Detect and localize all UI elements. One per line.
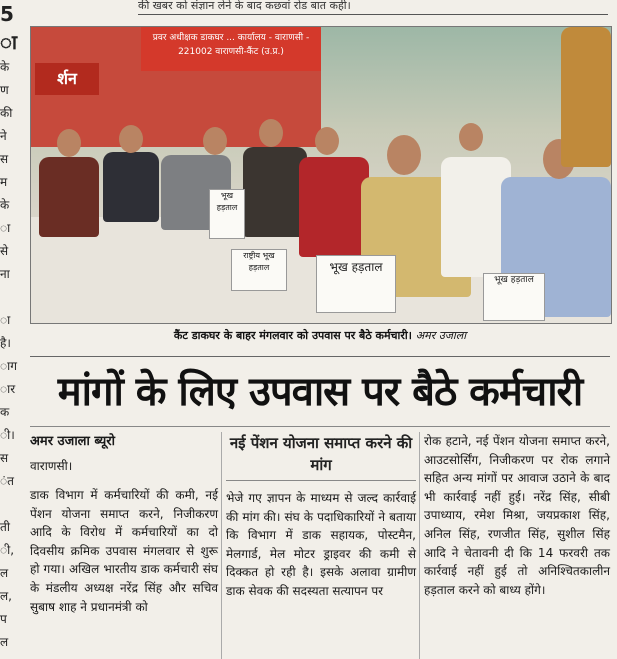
fragment-text: ी, <box>0 543 15 557</box>
fragment-text: ण <box>0 83 9 97</box>
fragment-text: ने <box>0 129 7 143</box>
dateline-place: वाराणसी। <box>30 459 73 473</box>
fragment-text: म <box>0 175 8 189</box>
fragment-text: ल, <box>0 589 12 603</box>
fragment-text: ी। <box>0 428 15 442</box>
photo-person-head <box>259 119 283 147</box>
photo-person <box>103 152 159 222</box>
headline: मांगों के लिए उपवास पर बैठे कर्मचारी <box>57 369 583 415</box>
article-column-3 <box>424 432 610 599</box>
fragment-text: के <box>0 198 10 212</box>
subheading: नई पेंशन योजना समाप्त करने की मांग <box>226 432 416 481</box>
fragment-text: क <box>0 405 10 419</box>
photo-person <box>39 157 99 237</box>
fragment-text: है। <box>0 336 11 350</box>
column-separator <box>419 432 420 659</box>
hunger-strike-placard: राष्ट्रीय भूख हड़ताल <box>231 249 287 291</box>
column-separator <box>221 432 222 659</box>
photo-person-head <box>459 123 483 151</box>
fragment-text: 5 <box>0 2 14 26</box>
photo-person-head <box>387 135 421 175</box>
fragment-text: ाग <box>0 359 17 373</box>
photo-person <box>299 157 369 257</box>
article-paragraph: भेजे गए ज्ञापन के माध्यम से जल्द कार्रवाई की मांग की। संघ के पदाधिकारियों ने बताया कि विभाग में डाक सहायक, पोस्टमैन, मेलगार्ड, मेल मोटर ड्राइवर की कमी से दिक्कत हो रही है। इसके अलावा ग्रामीण डाक सेवक की सदस्यता सत्यापन पर <box>226 491 416 598</box>
fragment-text: ा <box>0 313 11 327</box>
fragment-text: स <box>0 152 9 166</box>
previous-article-strip: की खबर को संज्ञान लेने के बाद कछवां रोड बात कही। <box>138 0 608 15</box>
hunger-strike-placard: भूख हड़ताल <box>209 189 245 239</box>
photo-caption <box>30 326 610 346</box>
photo-banner-sign: र्शन <box>35 63 99 95</box>
hunger-strike-placard: भूख हड़ताल <box>316 255 396 313</box>
divider <box>30 426 610 427</box>
fragment-text: स <box>0 451 9 465</box>
fragment-text <box>0 286 22 309</box>
fragment-text: ा <box>0 221 11 235</box>
photo-person <box>561 27 611 167</box>
fragment-text: से <box>0 244 9 258</box>
article-paragraph: डाक विभाग में कर्मचारियों की कमी, नई पेंशन योजना समाप्त करने, निजीकरण आदि के विरोध में कर्मचारियों का दो दिवसीय क्रमिक उपवास मंगलवार से शुरू हो गया। अखिल भारतीय डाक कर्मचारी संघ के मंडलीय अध्यक्ष नरेंद्र सिंह और सचिव सुबाष शाह ने प्रधानमंत्री को <box>30 488 218 614</box>
article-paragraph: रोक हटाने, नई पेंशन योजना समाप्त करने, आउटसोर्सिंग, निजीकरण पर रोक लगाने सहित अन्य मांगों पर आवाज उठाने के बाद भी कार्रवाई नहीं हुई। नरेंद्र सिंह, सीबी उपाध्याय, रमेश मिश्रा, जयप्रकाश सिंह, अनिल सिंह, रणजीत सिंह, सुशील सिंह आदि ने चेतावनी दी कि 14 फरवरी तक कार्रवाई नहीं हुई तो अनिश्चितकालीन हड़ताल करने को बाध्य होंगे। <box>424 434 610 597</box>
fragment-text: ंत <box>0 474 14 488</box>
caption-credit: अमर उजाला <box>415 329 467 342</box>
photo-office-board: प्रवर अधीक्षक डाकघर ... कार्यालय - वाराणसी - 221002 वाराणसी-कैंट (उ.प्र.) <box>141 27 321 71</box>
fragment-text: ल <box>0 566 9 580</box>
photo-person-head <box>315 127 339 155</box>
photo-person <box>243 147 307 237</box>
caption-text: कैंट डाकघर के बाहर मंगलवार को उपवास पर बैठे कर्मचारी। <box>173 329 412 342</box>
article-column-2 <box>226 432 416 601</box>
fragment-text: ा <box>0 30 18 54</box>
fragment-text: प <box>0 612 7 626</box>
photo-person-head <box>57 129 81 157</box>
photo-person-head <box>203 127 227 155</box>
fragment-text: ना <box>0 267 10 281</box>
fragment-text: के <box>0 60 10 74</box>
fragment-text: ार <box>0 382 16 396</box>
hunger-strike-placard: भूख हड़ताल <box>483 273 545 321</box>
fragment-text: की <box>0 106 13 120</box>
fragment-text <box>0 493 22 516</box>
photo-person-head <box>119 125 143 153</box>
byline: अमर उजाला ब्यूरो <box>30 434 115 449</box>
fragment-text: ल <box>0 635 9 649</box>
article-column-1 <box>30 432 218 616</box>
adjacent-article-fragments <box>0 0 22 659</box>
fragment-text: ती <box>0 520 10 534</box>
news-photo <box>30 26 612 324</box>
divider <box>30 356 610 357</box>
